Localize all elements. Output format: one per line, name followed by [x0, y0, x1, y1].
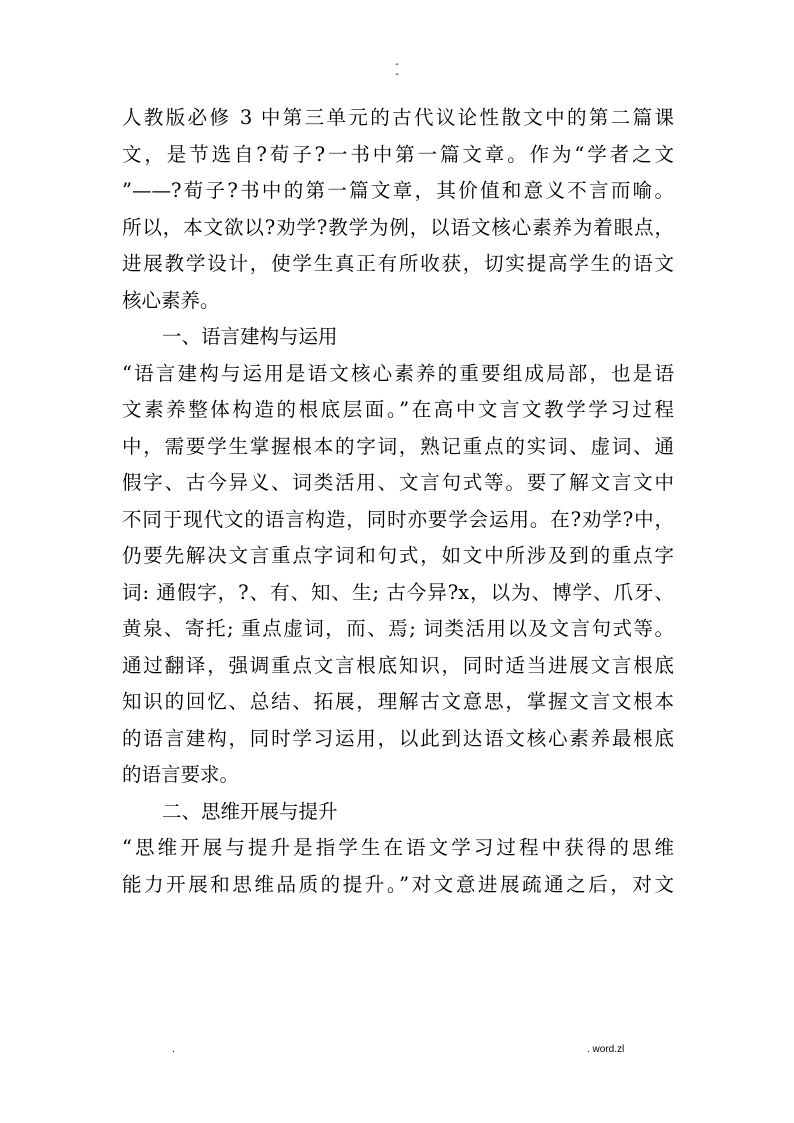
- text-line: 核心素养。: [122, 288, 220, 312]
- text-line: “语言建构与运用是语文核心素养的重要组成局部，也是语: [122, 361, 674, 385]
- footer-watermark: . word.zl: [587, 1044, 625, 1055]
- intro-paragraph: [122, 100, 674, 319]
- text-line: 词: 通假字，?、有、知、生; 古今异?x，以为、博学、爪牙、: [122, 580, 674, 604]
- thinking-section-paragraph: [122, 830, 674, 903]
- language-section-paragraph: [122, 356, 674, 794]
- header-dash-bottom: -: [395, 69, 399, 80]
- text-line: 通过翻译，强调重点文言根底知识，同时适当进展文言根底: [122, 653, 674, 677]
- text-line: 中，需要学生掌握根本的字词，熟记重点的实词、虚词、通: [122, 434, 674, 458]
- text-line: 仍要先解决文言重点字词和句式，如文中所涉及到的重点字: [122, 544, 674, 567]
- text-line: 黄泉、寄托; 重点虚词，而、焉; 词类活用以及文言句式等。: [122, 617, 674, 640]
- text-line: 能力开展和思维品质的提升。”对文意进展疏通之后，对文: [122, 872, 674, 896]
- footer-left-mark: .: [172, 1044, 175, 1055]
- text-line: 的语言建构，同时学习运用，以此到达语文核心素养最根底: [122, 726, 674, 750]
- text-line: “思维开展与提升是指学生在语文学习过程中获得的思维: [122, 836, 674, 859]
- section-heading-thinking: 二、思维开展与提升: [162, 799, 338, 823]
- header-dash-top: -: [395, 59, 399, 70]
- text-line: 的语言要求。: [122, 763, 240, 786]
- text-line: 所以，本文欲以?劝学?教学为例，以语文核心素养为着眼点，: [122, 215, 674, 239]
- document-body: [122, 100, 674, 903]
- text-line: 进展教学设计，使学生真正有所收获，切实提高学生的语文: [122, 252, 674, 275]
- text-line: ”——?荀子?书中的第一篇文章，其价值和意义不言而喻。: [122, 179, 674, 202]
- section-heading-language: 一、语言建构与运用: [162, 325, 338, 348]
- text-line: 不同于现代文的语言构造，同时亦要学会运用。在?劝学?中，: [122, 507, 674, 531]
- text-line: 假字、古今异义、词类活用、文言句式等。要了解文言文中: [122, 471, 674, 494]
- text-line: 知识的回忆、总结、拓展，理解古文意思，掌握文言文根本: [122, 690, 674, 713]
- text-line: 文，是节选自?荀子?一书中第一篇文章。作为“学者之文: [122, 142, 674, 166]
- text-line: 文素养整体构造的根底层面。”在高中文言文教学学习过程: [122, 398, 674, 421]
- text-line: 人教版必修 3 中第三单元的古代议论性散文中的第二篇课: [122, 106, 674, 129]
- page-header-marker: [390, 60, 404, 80]
